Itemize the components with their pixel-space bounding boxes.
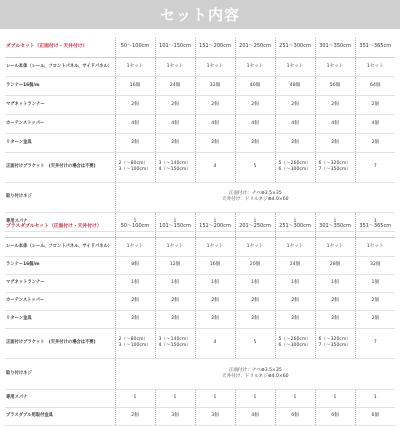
spec-cell: 1セット — [355, 237, 395, 256]
spec-row-label: レール本体（レール、フロントパネル、サイドパネル） — [5, 57, 115, 76]
spec-cell: 4個 — [115, 114, 155, 133]
spec-cell: 28個 — [315, 256, 355, 274]
spec-cell: 1 — [195, 389, 235, 407]
spec-cell: 4個 — [235, 114, 275, 133]
size-column-header: 50〜100cm — [115, 38, 155, 57]
spec-cell: 24個 — [155, 76, 195, 95]
spec-cell: 1 — [115, 212, 155, 231]
spec-cell: 1 — [355, 389, 395, 407]
size-column-header: 301〜350cm — [315, 38, 355, 57]
spec-row — [5, 274, 395, 292]
spec-cell: 8個 — [115, 256, 155, 274]
spec-cell — [115, 152, 155, 182]
size-column-header: 251〜300cm — [275, 38, 315, 57]
spec-row-label: ランナー16個/m — [5, 76, 115, 95]
spec-row — [5, 57, 395, 76]
merged-spec-line: 天井付け：ドリルネジ⊕4.0×60 — [221, 373, 289, 379]
merged-spec-line: 正面付け：ナベ⊕3.5×35 — [228, 367, 282, 373]
spec-cell: 1 — [235, 389, 275, 407]
spec-row-label: ランナー16個/m — [5, 256, 115, 274]
spec-cell: 2個 — [195, 292, 235, 310]
spec-cell-line: 4（〜150cm） — [158, 167, 191, 172]
spec-cell: 1個 — [115, 274, 155, 292]
spec-cell: 1セット — [275, 57, 315, 76]
spec-row-label: プラスダブル用取付金具 — [5, 407, 115, 425]
spec-cell: 48個 — [275, 76, 315, 95]
spec-cell: 4個 — [235, 407, 275, 425]
spec-cell-line: 6（〜320cm） — [318, 337, 351, 343]
spec-cell: 2個 — [115, 95, 155, 114]
spec-cell: 1セット — [235, 237, 275, 256]
spec-cell: 2個 — [115, 407, 155, 425]
spec-cell: 1セット — [115, 237, 155, 256]
size-column-header: 151〜200cm — [195, 38, 235, 57]
spec-row — [5, 389, 395, 407]
spec-row — [5, 114, 395, 133]
spec-cell: 6個 — [355, 407, 395, 425]
size-column-header: 301〜350cm — [315, 218, 355, 237]
spec-cell-line: 6（〜300cm） — [278, 167, 311, 172]
spec-cell-line: 4（〜150cm） — [158, 343, 191, 348]
spec-row — [5, 237, 395, 256]
spec-row-label: マグネットランナー — [5, 95, 115, 114]
spec-cell: 2個 — [155, 310, 195, 328]
spec-cell: 2個 — [275, 133, 315, 152]
spec-row-label: カーテンストッパー — [5, 292, 115, 310]
spec-cell — [275, 152, 315, 182]
page-title: セット内容 — [159, 6, 240, 24]
spec-cell: 32個 — [355, 256, 395, 274]
spec-cell: 2個 — [115, 133, 155, 152]
merged-spec-line: 天井付け：ドリルネジ⊕4.0×60 — [221, 197, 289, 202]
spec-cell-line: 7（〜350cm） — [318, 167, 351, 172]
spec-row-label: レール本体（レール、フロントパネル、サイドパネル） — [5, 237, 115, 256]
spec-cell: 1個 — [315, 274, 355, 292]
merged-spec-cell — [115, 182, 395, 212]
size-header-row — [5, 38, 395, 57]
spec-cell: 1個 — [195, 274, 235, 292]
spec-cell: 2個 — [195, 310, 235, 328]
spec-cell-line: 3（〜140cm） — [158, 337, 191, 343]
spec-row-label: リターン金具 — [5, 310, 115, 328]
spec-cell: 24個 — [275, 256, 315, 274]
spec-cell: 2個 — [275, 292, 315, 310]
spec-cell: 1セット — [315, 237, 355, 256]
spec-row — [5, 76, 395, 95]
size-column-header: 201〜250cm — [235, 218, 275, 237]
spec-cell-line: 2（〜80cm） — [118, 161, 149, 167]
spec-cell-line: 5（〜260cm） — [278, 337, 311, 343]
spec-cell: 20個 — [235, 256, 275, 274]
spec-cell: 1 — [155, 389, 195, 407]
spec-cell: 1セット — [195, 237, 235, 256]
spec-cell: 4個 — [155, 114, 195, 133]
spec-cell: 2個 — [275, 95, 315, 114]
spec-cell: 2個 — [355, 95, 395, 114]
spec-row — [5, 152, 395, 182]
spec-cell: 2個 — [315, 310, 355, 328]
spec-row-label: カーテンストッパー — [5, 114, 115, 133]
spec-cell — [315, 328, 355, 358]
spec-row — [5, 407, 395, 425]
spec-cell: 7 — [355, 152, 395, 182]
spec-cell: 2個 — [155, 133, 195, 152]
spec-cell — [115, 328, 155, 358]
size-column-header: 101〜150cm — [155, 218, 195, 237]
spec-cell: 1 — [275, 212, 315, 231]
spec-row-label: 正面付けブラケット (天井付けの場合は不要) — [5, 152, 115, 182]
spec-row-label: 取り付けネジ — [5, 182, 115, 212]
spec-row — [5, 292, 395, 310]
spec-cell: 1セット — [355, 57, 395, 76]
set-title: ダブルセット（正面付け・天井付け） — [5, 38, 115, 57]
spec-cell: 6個 — [315, 407, 355, 425]
spec-cell-line: 5（〜260cm） — [278, 161, 311, 167]
spec-cell: 2個 — [235, 133, 275, 152]
spec-cell: 1 — [155, 212, 195, 231]
spec-cell — [155, 328, 195, 358]
spec-cell-line: 3（〜100cm） — [118, 167, 151, 172]
spec-cell: 7 — [355, 328, 395, 358]
spec-row-label: 専用スパナ — [5, 389, 115, 407]
spec-row — [5, 328, 395, 358]
spec-cell: 56個 — [315, 76, 355, 95]
spec-cell: 5 — [235, 152, 275, 182]
spec-cell: 1個 — [235, 274, 275, 292]
spec-cell: 4 — [195, 152, 235, 182]
spec-row-label: リターン金具 — [5, 133, 115, 152]
merged-spec-cell — [115, 358, 395, 389]
spec-cell: 1セット — [315, 57, 355, 76]
spec-cell: 1 — [355, 212, 395, 231]
spec-cell: 2個 — [315, 292, 355, 310]
spec-cell: 1 — [115, 389, 155, 407]
size-column-header: 50〜100cm — [115, 218, 155, 237]
spec-cell-line: 6（〜300cm） — [278, 343, 311, 348]
set-table-double — [5, 38, 395, 232]
spec-cell-line: 6（〜320cm） — [318, 161, 351, 167]
spec-cell: 32個 — [195, 76, 235, 95]
spec-cell: 1 — [315, 389, 355, 407]
spec-cell: 2個 — [115, 292, 155, 310]
spec-cell: 2個 — [315, 95, 355, 114]
set-title: プラスダブルセット（正面付け・天井付け） — [5, 218, 115, 237]
spec-cell: 4個 — [315, 114, 355, 133]
page-banner — [0, 0, 400, 29]
spec-cell: 2個 — [115, 310, 155, 328]
spec-row — [5, 182, 395, 212]
spec-cell: 4個 — [355, 114, 395, 133]
size-column-header: 251〜300cm — [275, 218, 315, 237]
spec-cell: 1 — [235, 212, 275, 231]
spec-cell: 2個 — [235, 310, 275, 328]
size-column-header: 351〜365cm — [355, 38, 395, 57]
size-column-header: 201〜250cm — [235, 38, 275, 57]
spec-cell: 2個 — [355, 310, 395, 328]
spec-cell: 1セット — [155, 237, 195, 256]
spec-cell: 1個 — [355, 274, 395, 292]
spec-cell: 2個 — [355, 292, 395, 310]
spec-row-label: 専用スパナ — [5, 212, 115, 231]
spec-cell: 4個 — [195, 114, 235, 133]
spec-cell-line: 3（〜100cm） — [118, 343, 151, 348]
spec-cell: 16個 — [195, 256, 235, 274]
spec-cell: 2個 — [355, 133, 395, 152]
spec-cell-line: 2（〜80cm） — [118, 337, 149, 343]
spec-cell — [155, 152, 195, 182]
spec-cell-line: 7（〜350cm） — [318, 343, 351, 348]
spec-cell: 1 — [315, 212, 355, 231]
spec-cell: 1 — [275, 389, 315, 407]
spec-cell: 2個 — [155, 292, 195, 310]
spec-row — [5, 256, 395, 274]
spec-row-label: マグネットランナー — [5, 274, 115, 292]
spec-cell: 3個 — [195, 407, 235, 425]
spec-cell: 12個 — [155, 256, 195, 274]
spec-cell: 2個 — [235, 292, 275, 310]
spec-row — [5, 133, 395, 152]
spec-cell: 2個 — [195, 95, 235, 114]
spec-cell: 1セット — [195, 57, 235, 76]
size-column-header: 351〜365cm — [355, 218, 395, 237]
size-column-header: 101〜150cm — [155, 38, 195, 57]
spec-cell: 1セット — [115, 57, 155, 76]
spec-cell — [275, 328, 315, 358]
merged-spec-line: 正面付け：ナベ⊕3.5×35 — [228, 191, 282, 197]
spec-cell — [315, 152, 355, 182]
spec-row-label: 正面付けブラケット (天井付けの場合は不要) — [5, 328, 115, 358]
spec-cell: 16個 — [115, 76, 155, 95]
spec-cell: 1個 — [275, 274, 315, 292]
spec-cell: 1セット — [275, 237, 315, 256]
spec-row — [5, 358, 395, 389]
spec-cell: 64個 — [355, 76, 395, 95]
spec-cell: 2個 — [195, 133, 235, 152]
spec-cell: 2個 — [275, 310, 315, 328]
set-table-plus-double — [5, 218, 395, 426]
spec-cell: 2個 — [235, 95, 275, 114]
spec-cell: 5 — [235, 328, 275, 358]
spec-cell: 6個 — [275, 407, 315, 425]
spec-cell: 4 — [195, 328, 235, 358]
spec-cell: 4個 — [275, 114, 315, 133]
spec-cell: 1セット — [235, 57, 275, 76]
spec-cell: 3個 — [155, 407, 195, 425]
size-column-header: 151〜200cm — [195, 218, 235, 237]
spec-row — [5, 310, 395, 328]
spec-row-label: 取り付けネジ — [5, 358, 115, 389]
spec-cell: 1個 — [155, 274, 195, 292]
spec-cell: 1セット — [155, 57, 195, 76]
size-header-row — [5, 218, 395, 237]
spec-cell: 1 — [195, 212, 235, 231]
spec-row — [5, 95, 395, 114]
spec-cell: 40個 — [235, 76, 275, 95]
spec-cell-line: 3（〜140cm） — [158, 161, 191, 167]
spec-cell: 2個 — [315, 133, 355, 152]
spec-cell: 2個 — [155, 95, 195, 114]
